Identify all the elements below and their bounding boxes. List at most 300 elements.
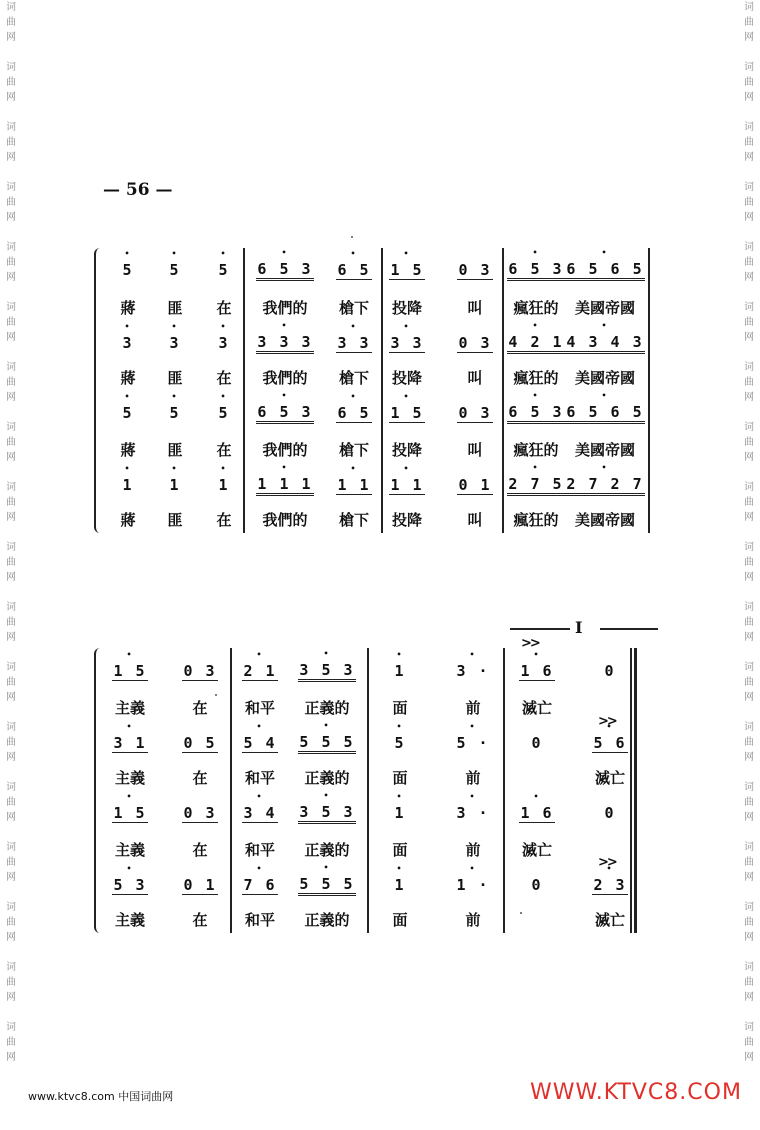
note-text: 0 3 [183,803,217,822]
watermark-char: 词 [744,842,754,853]
watermark-group [744,960,754,1005]
lyric-text: 在 [216,510,232,529]
lyric-text: 我們的 [262,440,308,459]
lyric-cell [287,832,367,866]
note-text: • 2 7 5 [507,475,564,496]
note-text: • 1 [393,804,406,822]
note-cell [287,796,367,830]
lyric-text: 滅亡 [594,768,625,787]
watermark-char: 词 [6,242,16,253]
note-cell [90,654,170,688]
lyric-text: 叫 [467,510,483,529]
watermark-char: 曲 [744,857,754,868]
watermark-char: 网 [6,92,16,103]
watermark-char: 曲 [6,17,16,28]
watermark-char: 网 [744,872,754,883]
lyric-text: 在 [216,368,232,387]
score-system-1 [100,248,660,533]
watermark-char: 词 [744,362,754,373]
margin-watermark-right [740,0,758,1130]
lyric-cell [287,760,367,794]
watermark-group [744,420,754,465]
note-cell [245,396,325,430]
lyric-cell [90,760,170,794]
margin-watermark-left [2,0,20,1130]
note-cell [565,396,645,430]
lyric-text: 瘋狂的 [513,298,559,317]
watermark-group [744,900,754,945]
watermark-char: 曲 [744,17,754,28]
lyric-text: 正義的 [304,698,350,717]
watermark-char: 网 [744,512,754,523]
lyric-text: 美國帝國 [574,510,635,529]
watermark-char: 词 [6,62,16,73]
note-text: • 1 [393,876,406,894]
lyric-cell [570,902,650,936]
lyric-cell [565,360,645,394]
watermark-char: 曲 [744,437,754,448]
watermark-char: 曲 [744,617,754,628]
note-cell [360,796,440,830]
watermark-group [6,780,16,825]
watermark-char: 词 [744,782,754,793]
lyric-text: 蔣 [120,440,136,459]
note-cell [570,868,650,902]
note-text: 0 1 [458,475,492,494]
lyric-text: 叫 [467,440,483,459]
note-text: 0 3 [458,403,492,422]
watermark-char: 曲 [744,317,754,328]
watermark-group [744,0,754,45]
note-text: 0 [531,734,543,752]
watermark-char: 词 [6,542,16,553]
lyric-cell [565,502,645,536]
watermark-char: 网 [6,632,16,643]
note-text: • 5 5 5 [298,875,355,896]
watermark-char: 词 [6,842,16,853]
watermark-char: 词 [744,2,754,13]
note-text: 0 3 [458,260,492,279]
lyric-text: 面 [392,768,408,787]
footer-site-text: www.ktvc8.com 中国词曲网 [28,1090,174,1103]
lyric-text: 正義的 [304,840,350,859]
watermark-group [744,180,754,225]
lyric-cell [496,360,576,394]
note-text: • 6 5 3 [507,260,564,281]
watermark-char: 网 [6,32,16,43]
watermark-group [744,480,754,525]
watermark-group [6,1020,16,1065]
note-cell [497,654,577,688]
lyric-text: 主義 [114,698,145,717]
watermark-char: 网 [6,332,16,343]
lyric-text: 美國帝國 [574,440,635,459]
note-text: • 3 3 3 [256,333,313,354]
watermark-char: 曲 [744,497,754,508]
lyric-text: 瘋狂的 [513,440,559,459]
note-cell [565,326,645,360]
lyric-text: 面 [392,698,408,717]
notes-row [100,468,660,502]
note-cell [496,326,576,360]
note-text: • 1 6 [519,662,554,681]
note-cell [245,253,325,287]
lyric-text: 前 [465,910,481,929]
watermark-char: 曲 [744,677,754,688]
lyric-text: 投降 [391,368,422,387]
note-text: • 3 1 [112,734,147,753]
watermark-char: 词 [6,2,16,13]
note-text: • 4 2 1 [507,333,564,354]
lyric-cell [497,690,577,724]
note-text: • 1 5 [389,404,424,423]
note-text: • 5 3 [112,876,147,895]
watermark-char: 网 [744,932,754,943]
note-cell [497,868,577,902]
watermark-char: 词 [744,962,754,973]
note-text: • 5 [168,404,181,422]
lyrics-row [100,902,660,936]
volta-label: I [575,618,583,637]
lyric-text: 瘋狂的 [513,368,559,387]
notes-row [100,326,660,360]
watermark-char: 词 [6,422,16,433]
note-text: • 5 [217,261,230,279]
notes-row [100,726,660,760]
lyric-text: 滅亡 [594,910,625,929]
watermark-char: 曲 [6,77,16,88]
watermark-char: 词 [744,482,754,493]
accent-mark: >> [521,636,539,651]
watermark-char: 网 [6,452,16,463]
note-text: • 5 [393,734,406,752]
note-cell [287,654,367,688]
print-speck [215,694,217,696]
note-text: • 5 4 [242,734,277,753]
note-text: • 7 6 [242,876,277,895]
note-text: • 3 5 3 [298,661,355,682]
note-text: • 3 4 [242,804,277,823]
watermark-char: 曲 [744,1037,754,1048]
lyric-cell [90,902,170,936]
lyric-text: 蔣 [120,298,136,317]
watermark-char: 网 [744,212,754,223]
lyric-cell [245,432,325,466]
lyric-cell [570,760,650,794]
note-text: • 1 5 [112,804,147,823]
watermark-char: 曲 [744,917,754,928]
score-system-2 [100,648,660,933]
watermark-char: 曲 [6,1037,16,1048]
watermark-char: 网 [6,512,16,523]
watermark-group [744,360,754,405]
lyric-text: 投降 [391,440,422,459]
note-text: • 1 [217,476,230,494]
note-text: • 6 5 3 [507,403,564,424]
watermark-char: 词 [744,1022,754,1033]
watermark-char: 网 [6,152,16,163]
lyric-text: 和平 [244,910,275,929]
lyrics-row [100,432,660,466]
lyric-text: 在 [192,910,208,929]
watermark-char: 词 [6,662,16,673]
lyric-cell [360,760,440,794]
watermark-char: 曲 [6,377,16,388]
watermark-group [744,1020,754,1065]
accent-mark: >> [598,714,616,729]
watermark-char: 网 [6,272,16,283]
page-number: — 56 — [103,180,173,200]
lyric-text: 在 [192,768,208,787]
note-cell [570,654,650,688]
watermark-group [6,660,16,705]
note-text: • 1 [168,476,181,494]
lyric-text: 瘋狂的 [513,510,559,529]
watermark-group [744,780,754,825]
note-cell [497,726,577,760]
note-text: • 5 [121,404,134,422]
watermark-group [6,540,16,585]
note-text: 0 3 [458,333,492,352]
watermark-group [6,360,16,405]
watermark-group [744,300,754,345]
watermark-group [6,960,16,1005]
lyric-text: 匪 [167,298,183,317]
lyric-cell [245,290,325,324]
print-speck [520,912,522,914]
lyric-text: 匪 [167,440,183,459]
lyric-text: 正義的 [304,910,350,929]
watermark-char: 词 [744,302,754,313]
watermark-group [6,240,16,285]
watermark-char: 词 [744,62,754,73]
watermark-char: 网 [744,1052,754,1063]
note-text: • 3 3 [336,334,371,353]
lyric-text: 美國帝國 [574,298,635,317]
lyric-text: 面 [392,910,408,929]
lyric-cell [287,902,367,936]
watermark-char: 曲 [744,737,754,748]
watermark-char: 网 [6,872,16,883]
watermark-char: 网 [6,992,16,1003]
watermark-group [744,600,754,645]
lyric-cell [497,902,577,936]
watermark-char: 词 [6,782,16,793]
lyric-cell [360,902,440,936]
lyric-text: 前 [465,768,481,787]
watermark-char: 曲 [744,77,754,88]
notes-row [100,796,660,830]
lyrics-row [100,832,660,866]
watermark-group [744,540,754,585]
watermark-char: 曲 [744,137,754,148]
watermark-char: 网 [744,752,754,763]
watermark-char: 网 [744,572,754,583]
watermark-group [6,0,16,45]
lyrics-row [100,360,660,394]
watermark-char: 网 [6,932,16,943]
note-text: • 2 1 [242,662,277,681]
lyric-text: 滅亡 [521,698,552,717]
notes-row [100,868,660,902]
note-text: • 1 1 [336,476,371,495]
watermark-char: 词 [744,602,754,613]
watermark-char: 曲 [744,977,754,988]
watermark-char: 网 [744,992,754,1003]
watermark-char: 网 [744,692,754,703]
lyric-cell [90,832,170,866]
note-text: • 5 [121,261,134,279]
lyric-cell [245,360,325,394]
lyric-text: 槍下 [338,368,369,387]
lyrics-row [100,760,660,794]
lyric-cell [287,690,367,724]
watermark-char: 曲 [6,497,16,508]
watermark-char: 曲 [744,797,754,808]
watermark-char: 网 [6,692,16,703]
watermark-char: 网 [6,1052,16,1063]
note-cell [245,326,325,360]
watermark-char: 词 [6,302,16,313]
watermark-group [744,60,754,105]
watermark-char: 网 [744,152,754,163]
watermark-char: 词 [6,362,16,373]
lyric-text: 和平 [244,840,275,859]
lyric-cell [565,432,645,466]
lyric-text: 叫 [467,368,483,387]
watermark-char: 曲 [744,197,754,208]
watermark-char: 曲 [744,557,754,568]
watermark-char: 网 [6,812,16,823]
watermark-char: 词 [6,1022,16,1033]
note-text: 0 [604,662,616,680]
watermark-group [6,60,16,105]
note-text: 0 [604,804,616,822]
note-text: • 3 [168,334,181,352]
note-cell [496,468,576,502]
watermark-char: 网 [6,212,16,223]
watermark-group [6,420,16,465]
note-cell [497,796,577,830]
lyric-text: 蔣 [120,510,136,529]
watermark-char: 曲 [6,737,16,748]
watermark-group [6,480,16,525]
watermark-char: 词 [744,902,754,913]
print-speck [351,236,353,238]
watermark-char: 词 [6,962,16,973]
note-text: • 1 [121,476,134,494]
note-text: 0 5 [183,733,217,752]
note-text: • 1 [393,662,406,680]
watermark-char: 网 [744,452,754,463]
watermark-char: 词 [744,242,754,253]
note-text: • 5 5 5 [298,733,355,754]
note-cell [245,468,325,502]
note-text: • 6 5 6 5 [565,260,644,281]
note-text: • 3 [217,334,230,352]
note-text: • 4 3 4 3 [565,333,644,354]
lyric-text: 我們的 [262,368,308,387]
note-text: • 3 · [455,662,490,680]
lyric-text: 槍下 [338,440,369,459]
note-cell [287,726,367,760]
lyric-text: 滅亡 [521,840,552,859]
watermark-group [6,300,16,345]
note-cell [570,796,650,830]
watermark-char: 网 [744,332,754,343]
lyric-cell [565,290,645,324]
accent-mark: >> [598,855,616,870]
note-cell [570,726,650,760]
watermark-char: 曲 [6,557,16,568]
lyric-text: 主義 [114,840,145,859]
lyric-text: 面 [392,840,408,859]
lyric-text: 匪 [167,368,183,387]
notes-row [100,396,660,430]
lyric-text: 槍下 [338,510,369,529]
note-cell [496,396,576,430]
watermark-char: 网 [744,632,754,643]
watermark-group [6,840,16,885]
lyric-text: 投降 [391,510,422,529]
lyrics-row [100,502,660,536]
watermark-char: 词 [744,122,754,133]
watermark-char: 词 [744,722,754,733]
note-text: • 6 5 [336,261,371,280]
watermark-char: 曲 [744,257,754,268]
watermark-char: 曲 [6,977,16,988]
note-text: • 1 1 1 [256,475,313,496]
volta-bracket [510,628,570,630]
note-text: • 2 3 [592,876,627,895]
watermark-char: 曲 [6,137,16,148]
lyric-text: 主義 [114,910,145,929]
note-text: 0 1 [183,875,217,894]
note-text: • 3 [121,334,134,352]
lyric-cell [497,832,577,866]
notes-row [100,654,660,688]
watermark-char: 曲 [6,317,16,328]
note-text: • 6 5 6 5 [565,403,644,424]
note-text: • 1 5 [389,261,424,280]
note-text: • 1 6 [519,804,554,823]
lyric-text: 叫 [467,298,483,317]
lyric-cell [360,690,440,724]
watermark-char: 词 [744,182,754,193]
watermark-char: 网 [744,812,754,823]
watermark-char: 曲 [6,857,16,868]
watermark-char: 网 [6,392,16,403]
note-cell [565,468,645,502]
watermark-char: 词 [744,542,754,553]
watermark-char: 网 [744,272,754,283]
note-cell [360,726,440,760]
watermark-char: 词 [6,182,16,193]
watermark-char: 曲 [6,617,16,628]
lyric-cell [90,690,170,724]
lyric-cell [496,290,576,324]
lyric-text: 我們的 [262,298,308,317]
lyric-text: 主義 [114,768,145,787]
notes-row [100,253,660,287]
note-cell [90,868,170,902]
note-text: • 3 5 3 [298,803,355,824]
lyric-cell [245,502,325,536]
watermark-group [744,120,754,165]
note-cell [360,868,440,902]
lyric-text: 在 [216,440,232,459]
watermark-char: 词 [6,482,16,493]
